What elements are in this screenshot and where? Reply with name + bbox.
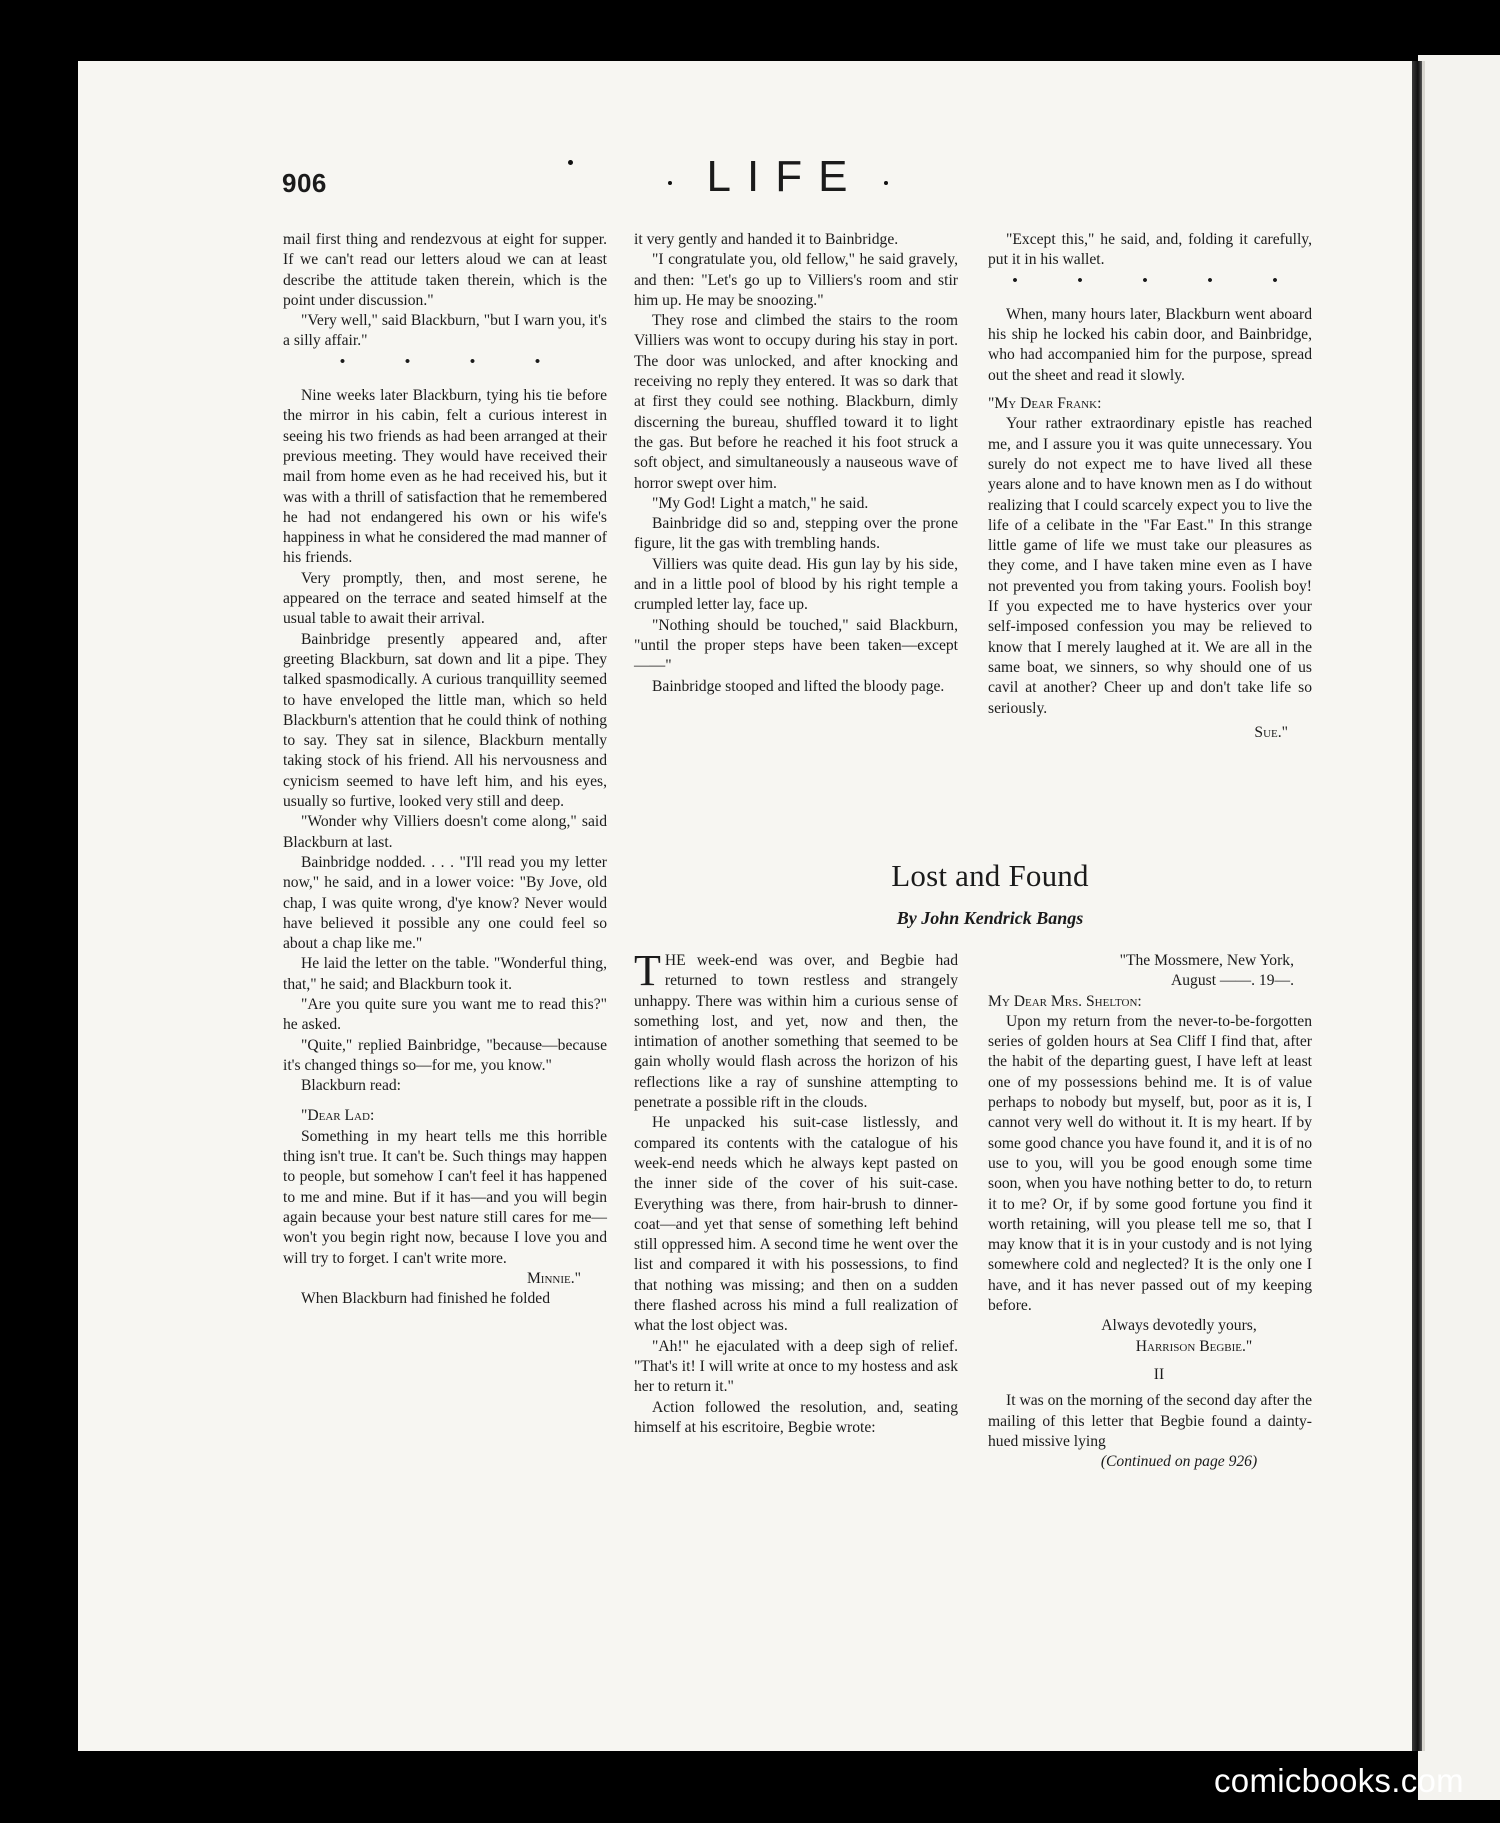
letter-salutation: My Dear Mrs. Shelton: [988, 992, 1142, 1010]
paragraph: Blackburn read: [301, 1077, 402, 1095]
paragraph: Bainbridge did so and, stepping over the prone figure, lit the gas with trembling hands. [634, 515, 958, 553]
paragraph: Action followed the resolution, and, seating himself at his escritoire, Begbie wrote: [634, 1398, 958, 1436]
section-numeral: II [1153, 1365, 1165, 1383]
paragraph: it very gently and handed it to Bainbridge. [634, 231, 899, 248]
article-column-1 [634, 946, 958, 1438]
paragraph: Villiers was quite dead. His gun lay by his side, and in a little pool of blood by his right temple a crumpled letter lay, face up. [634, 555, 958, 614]
letter-signature: Minnie." [526, 1269, 581, 1287]
letter-body: Your rather extraordinary epistle has reached me, and I assure you it was quite unnecessary. You surely do not expect me to have lived all these years alone and to have known men as I do without realizing that I could scarcely expect you to live the life of a celibate in the "Far East." In this strange little game of life we must take our pleasures as they come, and I have taken mine even as I have not prevented you from taking yours. Foolish boy! If you expected me to have hysterics over your self-imposed confession you may be relieved to know that I merely laughed at it. We are all in the same boat, we sinners, so why should one of us cavil at another? Cheer up and don't take life so seriously. [988, 415, 1312, 717]
masthead-ornament [668, 181, 672, 185]
paragraph: Bainbridge stooped and lifted the bloody page. [652, 677, 945, 695]
paragraph: Very promptly, then, and most serene, he appeared on the terrace and seated himself at the usual table to await their arrival. [283, 569, 607, 628]
article-column-2 [988, 951, 1312, 1472]
page-gutter [1412, 61, 1422, 1751]
paragraph: "Except this," he said, and, folding it carefully, put it in his wallet. [988, 231, 1312, 269]
column-1 [283, 230, 607, 1309]
paragraph: "Very well," said Blackburn, "but I warn you, it's a silly affair." [283, 312, 607, 350]
letter-body: Upon my return from the never-to-be-forgotten series of golden hours at Sea Cliff I find that, after the habit of the departing guest, I have left at least one of my possessions behind me. It is of value perhaps to nobody but myself, but, poor as it is, I cannot very well do without it. It is my heart. If by some good chance you have found it, and it is of no use to you, will you be good enough some time soon, when you have nothing better to do, to return it to me? Or, if by some good fortune you find it worth retaining, will you please tell me so, that I may know that it is in your custody and is not lying somewhere cold and neglected? It is the only one I have, and it has never passed out of my keeping before. [988, 1012, 1312, 1315]
letter-closing: Always devotedly yours, [1101, 1317, 1257, 1335]
facing-page-edge [1418, 55, 1500, 1800]
watermark: comicbooks.com [1214, 1762, 1464, 1799]
drop-cap: T [634, 946, 661, 995]
letter-salutation: "My Dear Frank: [988, 395, 1102, 413]
paragraph: mail first thing and rendezvous at eight for supper. If we can't read our letters aloud we can at least describe the attitude taken therein, which is the point under discussion." [283, 231, 607, 309]
section-break: • • • • [339, 353, 569, 370]
letter-signature: Sue." [1254, 723, 1288, 741]
paragraph: "Are you quite sure you want me to read this?" he asked. [283, 995, 607, 1034]
paragraph: When, many hours later, Blackburn went aboard his ship he locked his cabin door, and Bainbridge, who had accompanied him for the purpose, spread out the sheet and read it slowly. [988, 305, 1312, 384]
continued-note: (Continued on page 926) [1100, 1453, 1258, 1471]
column-2 [634, 230, 958, 697]
masthead-ornament [884, 181, 888, 185]
paragraph: "My God! Light a match," he said. [652, 494, 869, 512]
paragraph: They rose and climbed the stairs to the room Villiers was wont to occupy during his stay in port. The door was unlocked, and after knocking and receiving no reply they entered. It was so dark that at first they could see nothing. Blackburn, dimly discerning the bureau, shuffled toward it to light the gas. But before he reached it his foot struck a soft object, and simultaneously a nauseous wave of horror swept over him. [634, 312, 958, 492]
paragraph: "Quite," replied Bainbridge, "because—because it's changed things so—for me, you know." [283, 1036, 607, 1074]
letter-salutation: "Dear Lad: [301, 1107, 375, 1125]
paragraph: "I congratulate you, old fellow," he said gravely, and then: "Let's go up to Villiers's room and stir him up. He may be snoozing." [634, 251, 958, 309]
paragraph: It was on the morning of the second day after the mailing of this letter that Begbie found a dainty-hued missive lying [988, 1392, 1312, 1450]
article-title: Lost and Found [891, 858, 1089, 893]
paragraph: He unpacked his suit-case listlessly, and compared its contents with the catalogue of his week-end needs which he always kept pasted on the inner side of the cover of his suit-case. Everything was there, from hair-brush to dinner-coat—and yet that sense of something left behind still oppressed him. A second time he went over the list and compared it with his possessions, to find that nothing was missing; and then on a sudden there flashed across his mind a full realization of what the lost object was. [634, 1114, 958, 1335]
letter-body: Something in my heart tells me this horrible thing isn't true. It can't be. Such things may happen to people, but somehow I can't feel it has happened to me and mine. But if it has—and you will begin again because your best nature still cares for me—won't you begin right now, because I love you and will try to forget. I can't write more. [283, 1127, 607, 1267]
section-break: • • • • • [1012, 272, 1306, 289]
paragraph: Nine weeks later Blackburn, tying his tie before the mirror in his cabin, felt a curious interest in seeing his two friends as had been arranged at their previous meeting. They would have received their mail from home even as he had received his, but it was with a thrill of satisfaction that he remembered he had not endangered his own or his wife's happiness in what he considered the mad manner of his friends. [283, 387, 607, 567]
masthead-ornament [568, 160, 573, 165]
paragraph: When Blackburn had finished he folded [301, 1290, 550, 1308]
article-byline: By John Kendrick Bangs [896, 908, 1084, 928]
paragraph: "Nothing should be touched," said Blackburn, "until the proper steps have been taken—except——" [634, 616, 958, 675]
paragraph: "Wonder why Villiers doesn't come along," said Blackburn at last. [283, 813, 607, 851]
paragraph-text: HE week-end was over, and Begbie had returned to town restless and strangely unhappy. There was within him a curious sense of something lost, and yet, now and then, the intimation of another something that seemed to be gain wholly would flash across the horizon of his reflections like a ray of sunshine attempting to penetrate a possible rift in the clouds. [634, 952, 958, 1112]
column-3 [988, 230, 1312, 743]
masthead-title: LIFE [706, 152, 864, 201]
letter-place: "The Mossmere, New York, [1119, 952, 1294, 969]
paragraph: Bainbridge presently appeared and, after greeting Blackburn, sat down and lit a pipe. They talked spasmodically. A curious tranquillity seemed to have enveloped the little man, which so held Blackburn's attention that he could think of nothing to say. They sat in silence, Blackburn mentally taking stock of his friend. All his nervousness and cynicism seemed to have left him, and his eyes, usually so furtive, looked very still and deep. [283, 630, 607, 811]
paragraph: "Ah!" he ejaculated with a deep sigh of relief. "That's it! I will write at once to my hostess and ask her to return it." [634, 1337, 958, 1396]
page-number: 906 [282, 168, 327, 198]
paragraph: He laid the letter on the table. "Wonderful thing, that," he said; and Blackburn took it. [283, 955, 607, 993]
letter-signature: Harrison Begbie." [1135, 1337, 1253, 1355]
paragraph [634, 946, 958, 1113]
paragraph: Bainbridge nodded. . . . "I'll read you my letter now," he said, and in a lower voice: "By Jove, old chap, I was quite wrong, d'ye know? Never would have believed it possible any one could feel so about a chap like me." [283, 853, 607, 953]
letter-date: August ——. 19—. [1170, 972, 1294, 990]
